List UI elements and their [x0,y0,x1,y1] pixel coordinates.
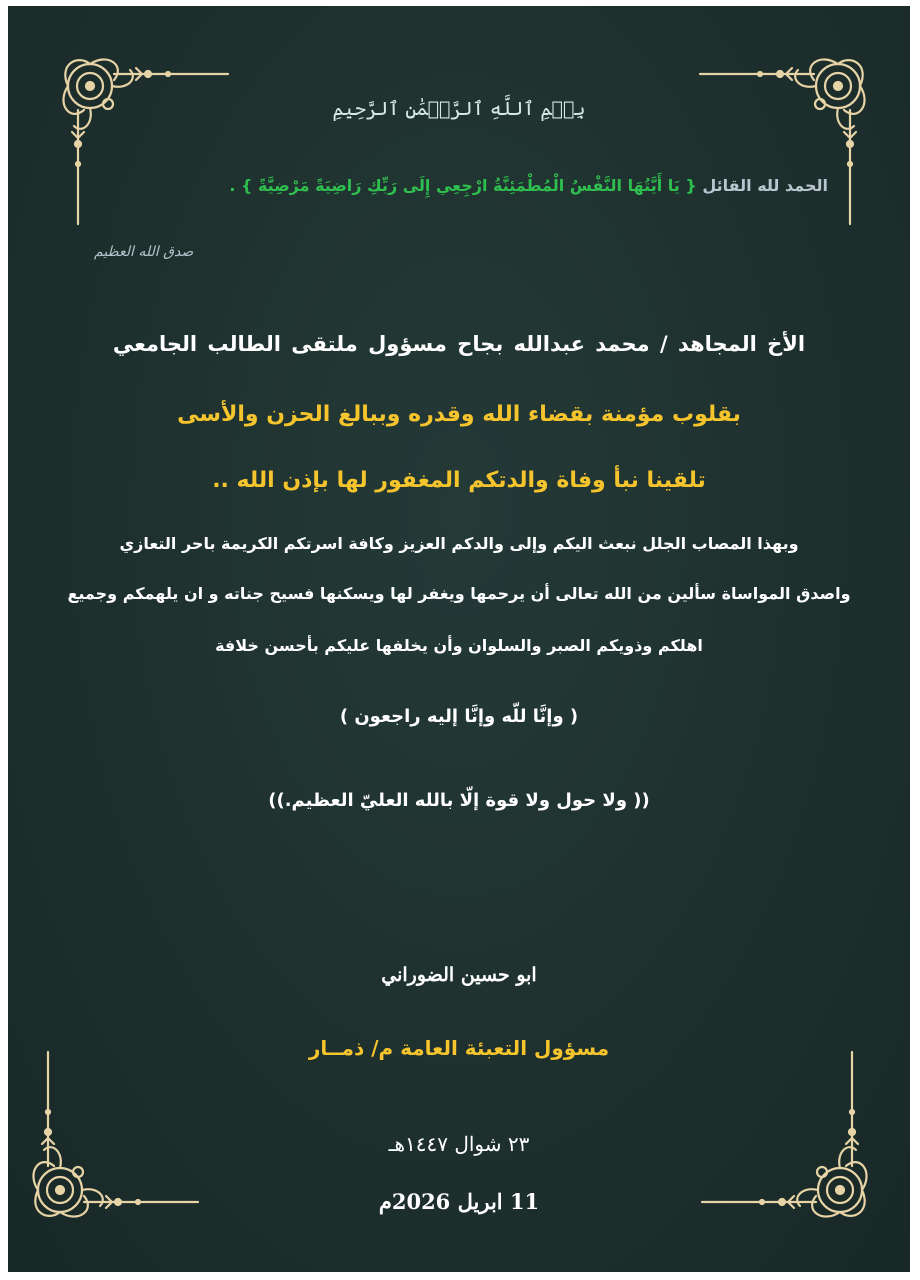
corner-ornament-icon [690,44,880,234]
addressee: الأخ المجاهد / محمد عبدالله بجاح مسؤول ملتقى الطالب الجامعي [112,332,806,356]
hijri-date: ٢٣ شوال ١٤٤٧هـ [388,1132,530,1156]
signer-title: مسؤول التعبئة العامة م/ ذمــار [308,1036,610,1060]
body-line-3: اهلكم وذويكم الصبر والسلوان وأن يخلفها عليكم بأحسن خلافة [215,636,703,655]
quran-verse [229,176,828,195]
body-line-2: واصدق المواساة سألين من الله تعالى أن يرحمها ويغفر لها ويسكنها فسيح جناته و ان يلهمكم وجميع [67,584,851,603]
basmala: بِسۡمِ ٱللَّهِ ٱلرَّحۡمَٰنِ ٱلرَّحِيمِ [332,98,586,120]
dua-line-1: ( وإنَّا للّه وإنَّا إليه راجعون ) [339,706,579,727]
corner-ornament-icon [48,44,238,234]
gregorian-date: 11 ابريل 2026م [378,1189,540,1214]
gold-line-2: تلقينا نبأ وفاة والدتكم المغفور لها بإذن الله .. [212,468,706,493]
verse-intro: الحمد لله القائل [702,176,828,195]
verse-text: { يَا أَيَّتُهَا النَّفْسُ الْمُطْمَئِنَّةُ ارْجِعِي إِلَى رَبِّكِ رَاضِيَةً مَرْضِيَّةً } . [229,176,697,195]
sadaq-allah: صدق الله العظيم [94,244,194,260]
condolence-card [8,6,910,1272]
signer-name: ابو حسين الضوراني [381,964,537,986]
gold-line-1: بقلوب مؤمنة بقضاء الله وقدره وببالغ الحزن والأسى [177,402,741,427]
body-line-1: وبهذا المصاب الجلل نبعث اليكم وإلى والدكم العزيز وكافة اسرتكم الكريمة باحر التعازي [119,534,799,553]
dua-line-2: (( ولا حول ولا قوة إلّا بالله العليّ العظيم.)) [268,790,650,811]
